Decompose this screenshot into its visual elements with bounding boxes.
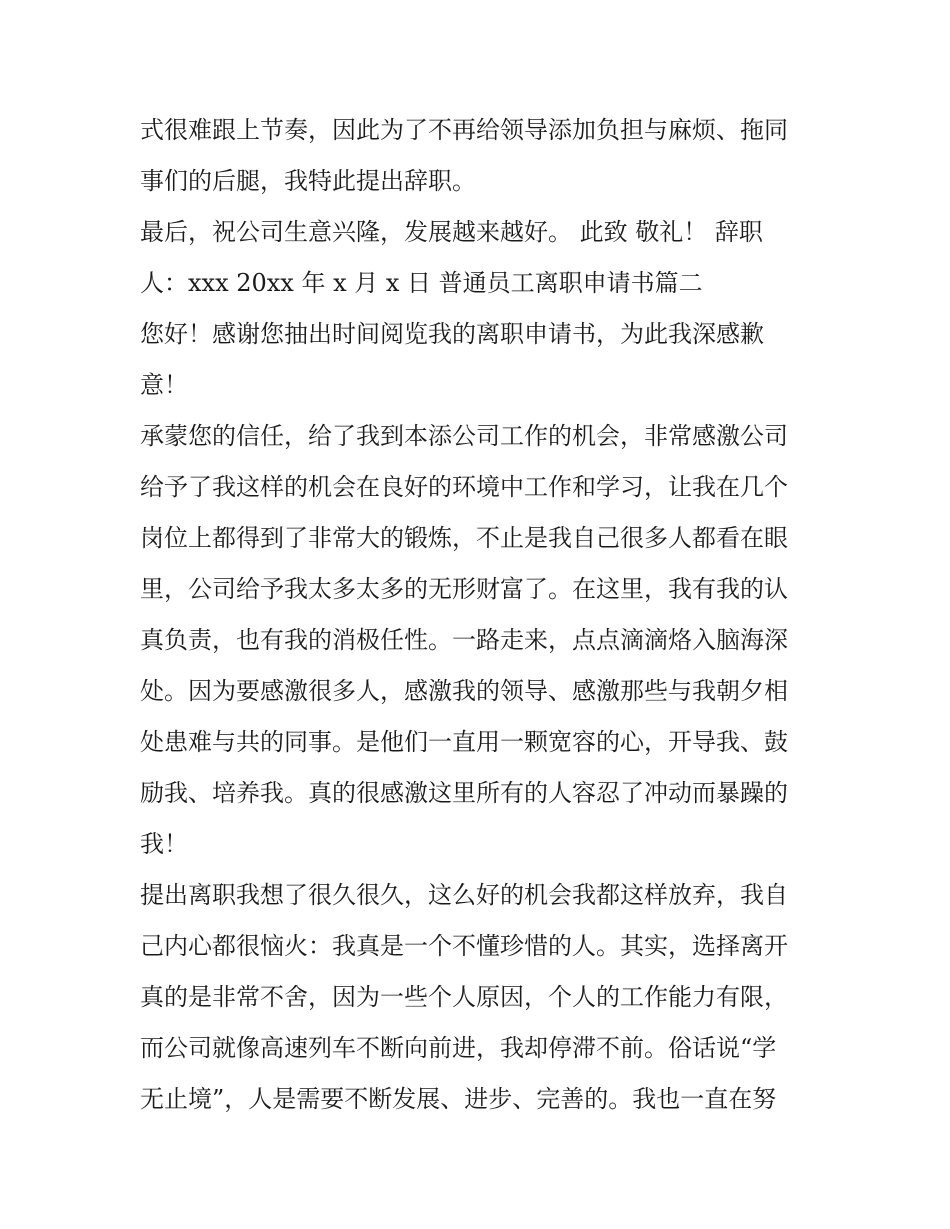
- text-line: 式很难跟上节奏，因此为了不再给领导添加负担与麻烦、拖同: [140, 116, 788, 144]
- text-line: 处。因为要感激很多人，感激我的领导、感激那些与我朝夕相: [140, 677, 788, 705]
- text-line: 人：xxx 20xx 年 x 月 x 日 普通员工离职申请书篇二: [140, 269, 703, 297]
- text-line: 承蒙您的信任，给了我到本添公司工作的机会，非常感激公司: [140, 422, 788, 450]
- text-line: 事们的后腿，我特此提出辞职。: [140, 167, 476, 195]
- document-body: [140, 105, 820, 1125]
- text-line: 无止境”，人是需要不断发展、进步、完善的。我也一直在努: [140, 1085, 777, 1113]
- text-line: 里，公司给予我太多太多的无形财富了。在这里，我有我的认: [140, 575, 788, 603]
- text-line: 最后，祝公司生意兴隆，发展越来越好。 此致 敬礼！ 辞职: [140, 218, 763, 246]
- text-line: 处患难与共的同事。是他们一直用一颗宽容的心，开导我、鼓: [140, 728, 788, 756]
- text-line: 提出离职我想了很久很久，这么好的机会我都这样放弃，我自: [140, 881, 788, 909]
- text-line: 而公司就像高速列车不断向前进，我却停滞不前。俗话说“学: [140, 1034, 777, 1062]
- text-line: 岗位上都得到了非常大的锻炼，不止是我自己很多人都看在眼: [140, 524, 788, 552]
- text-line: 己内心都很恼火：我真是一个不懂珍惜的人。其实，选择离开: [140, 932, 788, 960]
- text-line: 真的是非常不舍，因为一些个人原因，个人的工作能力有限，: [140, 983, 788, 1011]
- text-line: 励我、培养我。真的很感激这里所有的人容忍了冲动而暴躁的: [140, 779, 788, 807]
- text-line: 我！: [140, 830, 188, 858]
- text-line: 给予了我这样的机会在良好的环境中工作和学习，让我在几个: [140, 473, 788, 501]
- text-line: 意！: [140, 371, 188, 399]
- text-line: 您好！感谢您抽出时间阅览我的离职申请书，为此我深感歉: [140, 320, 764, 348]
- text-line: 真负责，也有我的消极任性。一路走来，点点滴滴烙入脑海深: [140, 626, 788, 654]
